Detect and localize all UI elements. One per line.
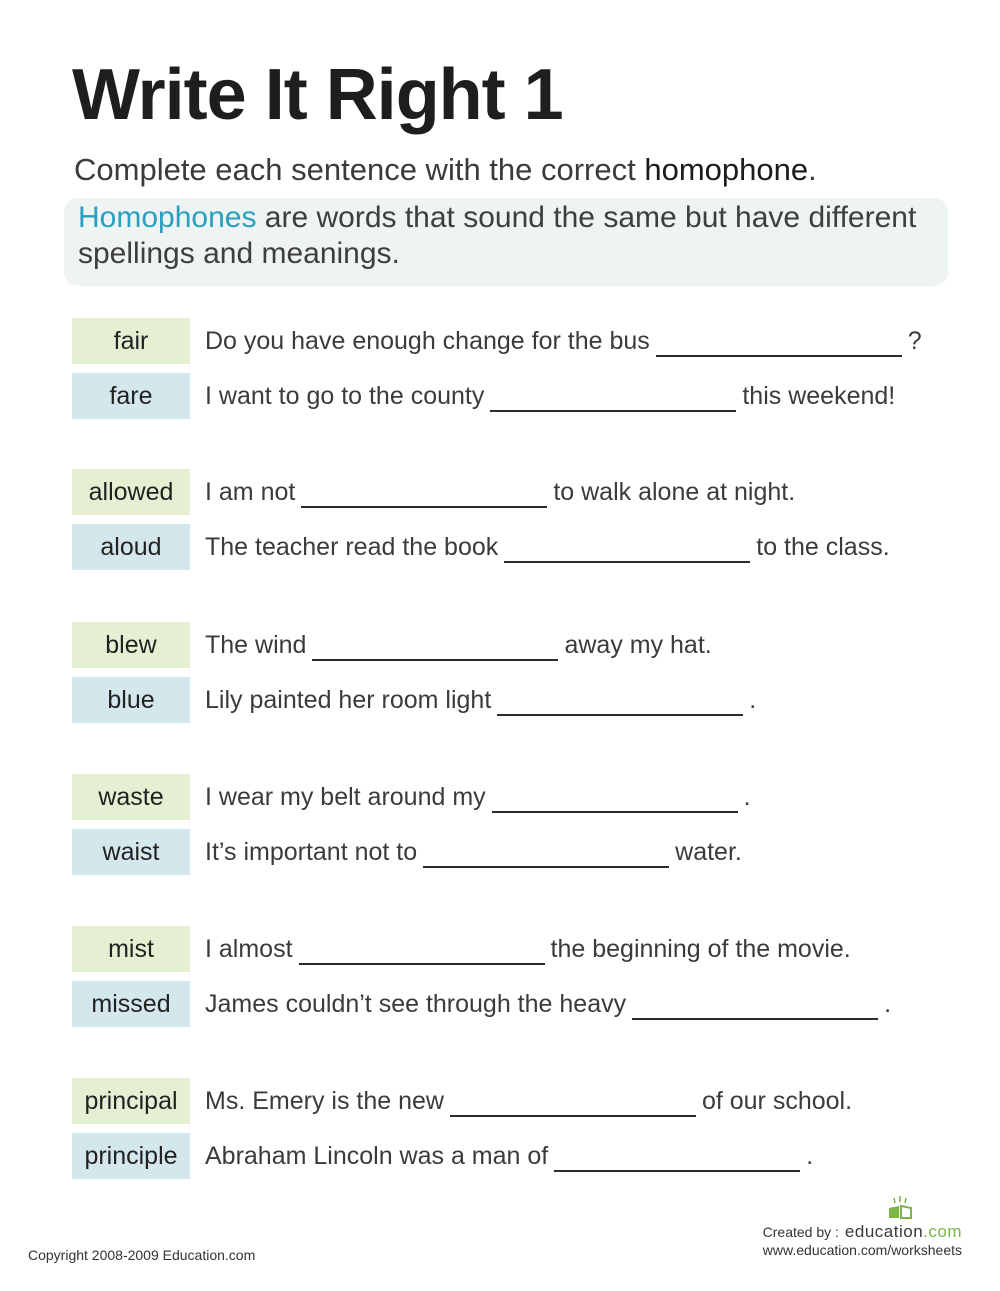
sentence-end: away my hat. [564, 630, 712, 659]
exercise-row [72, 677, 952, 723]
instruction-end: . [808, 152, 817, 187]
homophone-word: allowed [72, 469, 190, 515]
sentence-end: ? [907, 326, 922, 355]
copyright-text: Copyright 2008-2009 Education.com [28, 1247, 256, 1263]
created-by-label: Created by : [762, 1224, 839, 1240]
sentence [205, 1140, 813, 1172]
exercise-row [72, 1133, 952, 1179]
sentence-end: the beginning of the movie. [550, 934, 851, 963]
exercise-row [72, 373, 952, 419]
sentence [205, 629, 712, 661]
sentence [205, 325, 922, 357]
homophone-word: waist [72, 829, 190, 875]
sentence-end: this weekend! [742, 381, 896, 410]
sentence-start: The wind [205, 630, 307, 659]
homophone-word: principle [72, 1133, 190, 1179]
homophone-word: aloud [72, 524, 190, 570]
exercise-row [72, 926, 952, 972]
homophone-word: principal [72, 1078, 190, 1124]
answer-blank[interactable] [299, 933, 545, 965]
homophone-word: blew [72, 622, 190, 668]
brand-footer [763, 1198, 962, 1258]
sentence-end: . [806, 1141, 814, 1170]
answer-blank[interactable] [423, 836, 669, 868]
exercise-row [72, 318, 952, 364]
answer-blank[interactable] [656, 325, 902, 357]
exercise-row [72, 524, 952, 570]
sentence [205, 933, 851, 965]
sentence-start: Ms. Emery is the new [205, 1086, 444, 1115]
sentence-start: I am not [205, 477, 296, 506]
homophone-word: blue [72, 677, 190, 723]
instruction-text [74, 150, 817, 190]
sentence-start: Lily painted her room light [205, 685, 492, 714]
sentence-start: The teacher read the book [205, 532, 499, 561]
exercise-row [72, 981, 952, 1027]
sentence-end: to walk alone at night. [553, 477, 796, 506]
education-logo-icon [886, 1196, 916, 1222]
homophone-word: waste [72, 774, 190, 820]
instruction-lead: Complete each sentence with the correct [74, 152, 645, 187]
exercise-row [72, 469, 952, 515]
exercise-row [72, 622, 952, 668]
sentence-end: of our school. [701, 1086, 853, 1115]
instruction-emphasis: homophone [644, 152, 809, 187]
brand-url: www.education.com/worksheets [762, 1242, 962, 1258]
sentence-end: . [743, 782, 751, 811]
answer-blank[interactable] [504, 531, 750, 563]
sentence-start: James couldn’t see through the heavy [205, 989, 627, 1018]
sentence-end: to the class. [756, 532, 890, 561]
answer-blank[interactable] [492, 781, 738, 813]
sentence-start: I want to go to the county [205, 381, 485, 410]
homophone-word: missed [72, 981, 190, 1027]
answer-blank[interactable] [497, 684, 743, 716]
answer-blank[interactable] [632, 988, 878, 1020]
sentence-end: water. [675, 837, 742, 866]
sentence-start: Do you have enough change for the bus [205, 326, 650, 355]
answer-blank[interactable] [490, 380, 736, 412]
sentence [205, 988, 891, 1020]
homophone-word: mist [72, 926, 190, 972]
sentence-end: . [884, 989, 892, 1018]
sentence-start: I almost [205, 934, 293, 963]
definition-term: Homophones [78, 201, 257, 234]
brand-name [845, 1222, 962, 1242]
definition-body: are words that sound the same but have different spellings and meanings. [78, 201, 917, 270]
answer-blank[interactable] [301, 476, 547, 508]
sentence [205, 476, 795, 508]
answer-blank[interactable] [450, 1085, 696, 1117]
definition-text [78, 200, 938, 272]
worksheet-title: Write It Right 1 [72, 55, 563, 135]
exercise-row [72, 774, 952, 820]
sentence-start: Abraham Lincoln was a man of [205, 1141, 549, 1170]
sentence [205, 684, 756, 716]
sentence-start: I wear my belt around my [205, 782, 486, 811]
answer-blank[interactable] [312, 629, 558, 661]
sentence [205, 531, 890, 563]
brand-main: education [844, 1222, 924, 1241]
exercise-row [72, 1078, 952, 1124]
sentence-end: . [749, 685, 757, 714]
homophone-word: fair [72, 318, 190, 364]
brand-suffix: .com [923, 1222, 962, 1241]
sentence-start: It’s important not to [205, 837, 418, 866]
homophone-word: fare [72, 373, 190, 419]
sentence [205, 836, 742, 868]
sentence [205, 380, 895, 412]
sentence [205, 1085, 852, 1117]
sentence [205, 781, 751, 813]
exercise-row [72, 829, 952, 875]
answer-blank[interactable] [554, 1140, 800, 1172]
